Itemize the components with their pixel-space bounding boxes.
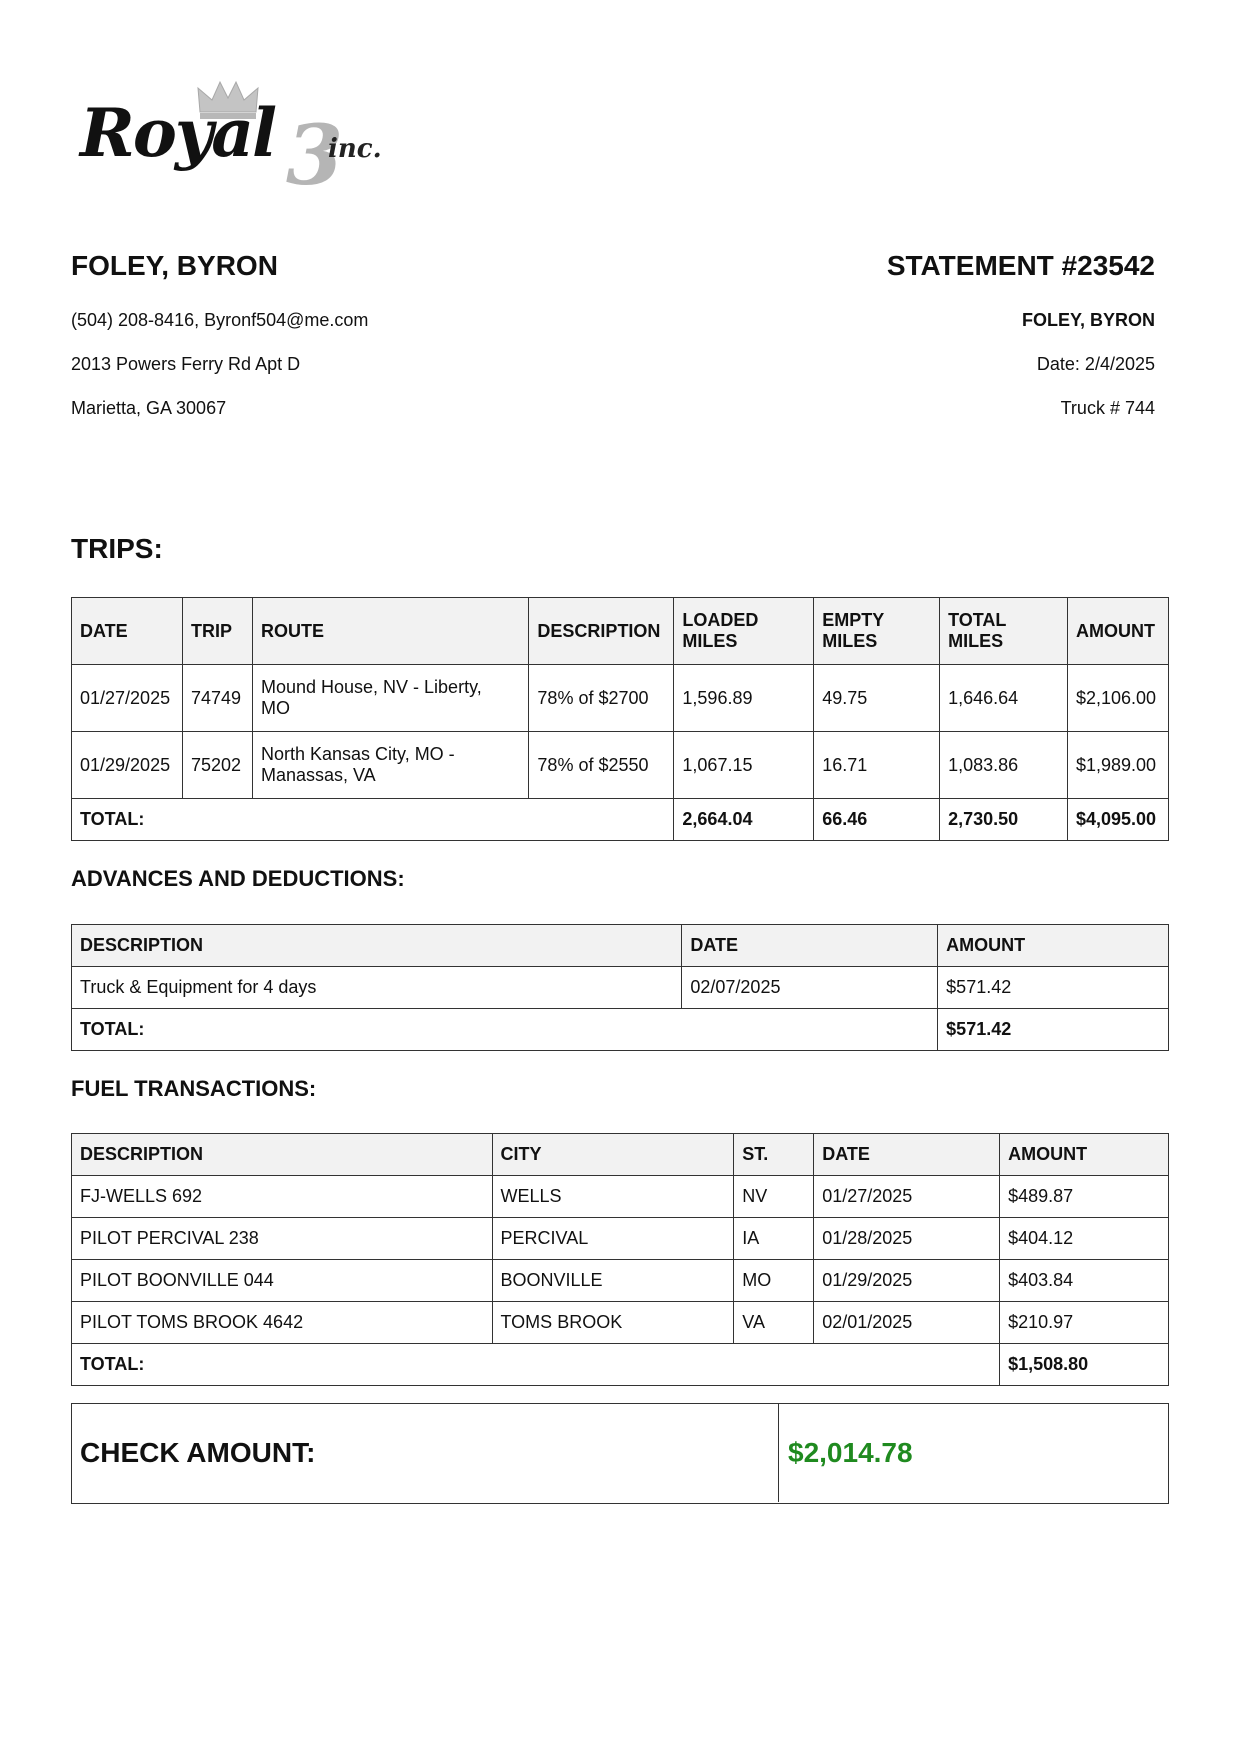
table-row — [72, 1260, 1169, 1302]
fuel-description: PILOT PERCIVAL 238 — [72, 1218, 493, 1260]
col-header-date: DATE — [814, 1134, 1000, 1176]
col-header-amount: AMOUNT — [1067, 598, 1168, 665]
check-amount-value: $2,014.78 — [788, 1437, 913, 1468]
driver-name: FOLEY, BYRON — [71, 250, 278, 281]
advances-total-row — [72, 1009, 1169, 1051]
fuel-description: PILOT BOONVILLE 044 — [72, 1260, 493, 1302]
fuel-city: PERCIVAL — [492, 1218, 734, 1260]
trip-route: North Kansas City, MO - Manassas, VA — [252, 732, 528, 799]
advance-amount: $571.42 — [938, 967, 1169, 1009]
advances-table — [71, 924, 1169, 1051]
advances-header-row — [72, 925, 1169, 967]
total-label: TOTAL: — [72, 1009, 938, 1051]
col-header-trip: TRIP — [182, 598, 252, 665]
truck-number: Truck # 744 — [1060, 398, 1155, 418]
table-row — [72, 665, 1169, 732]
check-amount-label: CHECK AMOUNT: — [80, 1437, 316, 1468]
trip-loaded-miles: 1,596.89 — [674, 665, 814, 732]
table-row — [72, 1302, 1169, 1344]
statement-date: Date: 2/4/2025 — [1036, 354, 1155, 374]
trip-number: 74749 — [182, 665, 252, 732]
table-row — [72, 967, 1169, 1009]
logo-suffix: inc. — [328, 134, 382, 164]
table-row — [72, 732, 1169, 799]
fuel-table — [71, 1133, 1169, 1386]
trip-total-miles: 1,083.86 — [940, 732, 1068, 799]
col-header-description: DESCRIPTION — [72, 1134, 493, 1176]
col-header-state: ST. — [734, 1134, 814, 1176]
trip-description: 78% of $2550 — [529, 732, 674, 799]
trip-loaded-miles: 1,067.15 — [674, 732, 814, 799]
fuel-amount: $404.12 — [1000, 1218, 1169, 1260]
trip-empty-miles: 16.71 — [814, 732, 940, 799]
driver-address-line1: 2013 Powers Ferry Rd Apt D — [71, 354, 301, 374]
trips-header-row — [72, 598, 1169, 665]
fuel-city: TOMS BROOK — [492, 1302, 734, 1344]
fuel-amount: $403.84 — [1000, 1260, 1169, 1302]
col-header-route: ROUTE — [252, 598, 528, 665]
logo-word: Royal — [80, 94, 276, 172]
col-header-amount: AMOUNT — [938, 925, 1169, 967]
col-header-date: DATE — [72, 598, 183, 665]
table-row — [72, 1218, 1169, 1260]
fuel-city: WELLS — [492, 1176, 734, 1218]
driver-contact: (504) 208-8416, Byronf504@me.com — [71, 310, 369, 330]
fuel-description: FJ-WELLS 692 — [72, 1176, 493, 1218]
col-header-empty-miles: EMPTY MILES — [814, 598, 940, 665]
logo-number: 3 — [286, 108, 344, 204]
trip-date: 01/27/2025 — [72, 665, 183, 732]
trip-amount: $2,106.00 — [1067, 665, 1168, 732]
trip-amount: $1,989.00 — [1067, 732, 1168, 799]
driver-address-line2: Marietta, GA 30067 — [71, 398, 227, 418]
check-divider — [778, 1404, 779, 1502]
fuel-date: 01/27/2025 — [814, 1176, 1000, 1218]
total-amount: $4,095.00 — [1067, 799, 1168, 841]
total-label: TOTAL: — [72, 1344, 1000, 1386]
fuel-date: 01/28/2025 — [814, 1218, 1000, 1260]
fuel-state: IA — [734, 1218, 814, 1260]
trip-route: Mound House, NV - Liberty, MO — [252, 665, 528, 732]
col-header-loaded-miles: LOADED MILES — [674, 598, 814, 665]
statement-title: STATEMENT #23542 — [886, 250, 1155, 281]
fuel-date: 01/29/2025 — [814, 1260, 1000, 1302]
fuel-header-row — [72, 1134, 1169, 1176]
fuel-title: FUEL TRANSACTIONS: — [71, 1076, 317, 1101]
total-amount: $571.42 — [938, 1009, 1169, 1051]
fuel-total-row — [72, 1344, 1169, 1386]
trip-total-miles: 1,646.64 — [940, 665, 1068, 732]
table-row — [72, 1176, 1169, 1218]
trip-empty-miles: 49.75 — [814, 665, 940, 732]
statement-driver-name: FOLEY, BYRON — [1021, 310, 1155, 330]
fuel-city: BOONVILLE — [492, 1260, 734, 1302]
col-header-date: DATE — [682, 925, 938, 967]
company-logo — [78, 78, 388, 204]
fuel-amount: $489.87 — [1000, 1176, 1169, 1218]
total-empty-miles: 66.46 — [814, 799, 940, 841]
fuel-state: NV — [734, 1176, 814, 1218]
total-amount: $1,508.80 — [1000, 1344, 1169, 1386]
fuel-description: PILOT TOMS BROOK 4642 — [72, 1302, 493, 1344]
trips-total-row — [72, 799, 1169, 841]
col-header-amount: AMOUNT — [1000, 1134, 1169, 1176]
col-header-city: CITY — [492, 1134, 734, 1176]
trips-table — [71, 597, 1169, 841]
total-loaded-miles: 2,664.04 — [674, 799, 814, 841]
fuel-date: 02/01/2025 — [814, 1302, 1000, 1344]
trip-date: 01/29/2025 — [72, 732, 183, 799]
advance-date: 02/07/2025 — [682, 967, 938, 1009]
trips-title: TRIPS: — [71, 533, 163, 564]
col-header-total-miles: TOTAL MILES — [940, 598, 1068, 665]
total-total-miles: 2,730.50 — [940, 799, 1068, 841]
fuel-amount: $210.97 — [1000, 1302, 1169, 1344]
advances-title: ADVANCES AND DEDUCTIONS: — [71, 866, 405, 891]
col-header-description: DESCRIPTION — [529, 598, 674, 665]
check-amount-box — [71, 1403, 1169, 1504]
advance-description: Truck & Equipment for 4 days — [72, 967, 682, 1009]
total-label: TOTAL: — [72, 799, 674, 841]
trip-description: 78% of $2700 — [529, 665, 674, 732]
col-header-description: DESCRIPTION — [72, 925, 682, 967]
trip-number: 75202 — [182, 732, 252, 799]
fuel-state: VA — [734, 1302, 814, 1344]
fuel-state: MO — [734, 1260, 814, 1302]
